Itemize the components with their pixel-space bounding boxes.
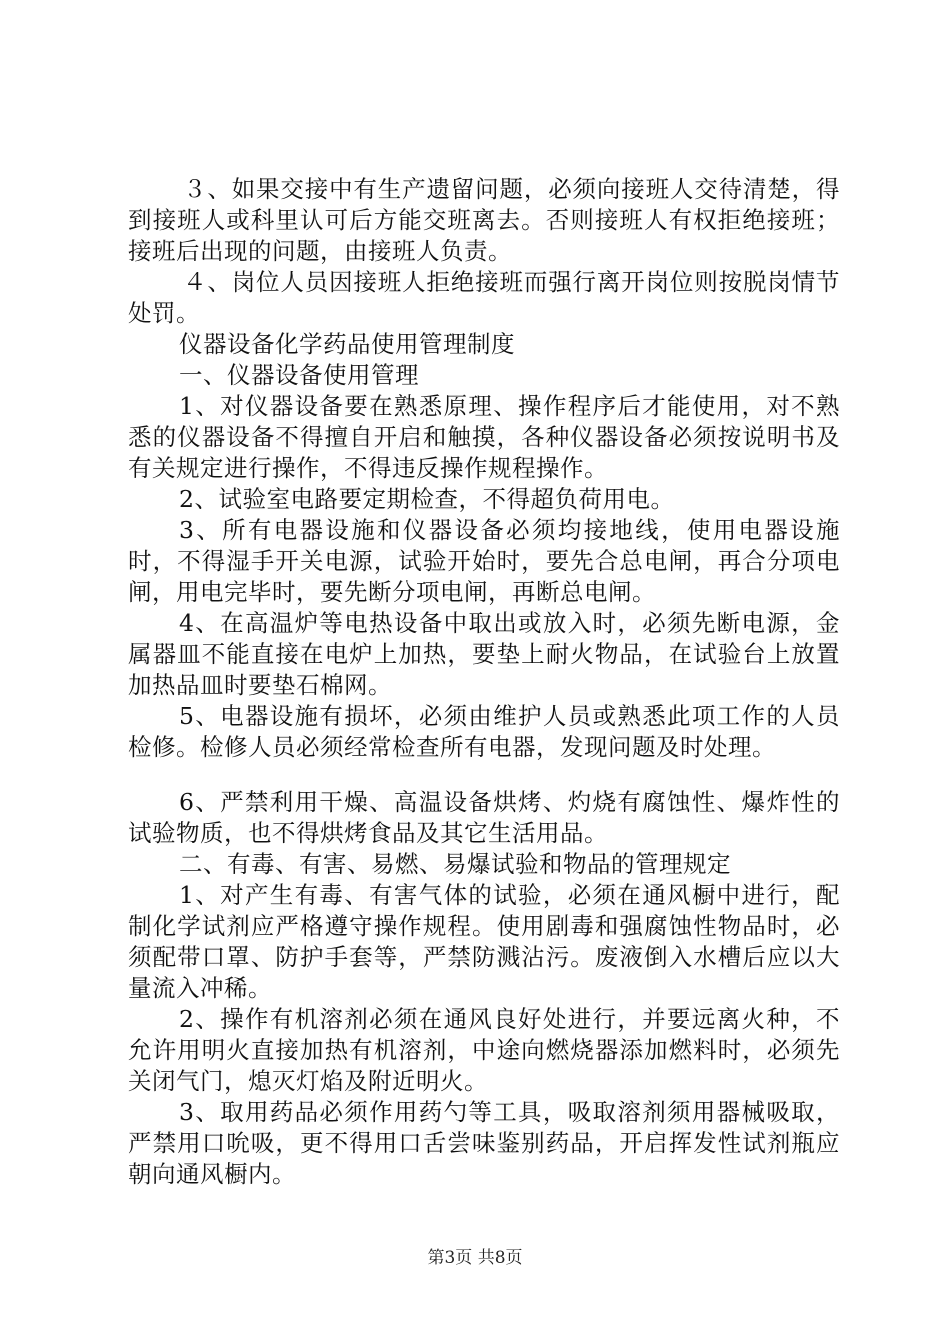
paragraph-equipment-item-4: 4、在高温炉等电热设备中取出或放入时，必须先断电源，金属器皿不能直接在电炉上加热，要垫上耐火物品，在试验台上放置加热品皿时要垫石棉网。	[128, 609, 840, 699]
paragraph-handover-item-4: ４、岗位人员因接班人拒绝接班而强行离开岗位则按脱岗情节处罚。	[128, 268, 840, 327]
paragraph-gap	[128, 763, 840, 787]
paragraph-handover-item-3: ３、如果交接中有生产遗留问题，必须向接班人交待清楚，得到接班人或科里认可后方能交班离去。否则接班人有权拒绝接班；接班后出现的问题，由接班人负责。	[128, 175, 840, 265]
paragraph-hazardous-item-3: 3、取用药品必须作用药勺等工具，吸取溶剂须用器械吸取，严禁用口吮吸，更不得用口舌尝味鉴别药品，开启挥发性试剂瓶应朝向通风橱内。	[128, 1098, 840, 1188]
paragraph-hazardous-item-2: 2、操作有机溶剂必须在通风良好处进行，并要远离火种，不允许用明火直接加热有机溶剂，中途向燃烧器添加燃料时，必须先关闭气门，熄灭灯焰及附近明火。	[128, 1005, 840, 1095]
paragraph-equipment-item-3: 3、所有电器设施和仪器设备必须均接地线，使用电器设施时，不得湿手开关电源，试验开始时，要先合总电闸，再合分项电闸，用电完毕时，要先断分项电闸，再断总电闸。	[128, 516, 840, 606]
paragraph-equipment-item-5: 5、电器设施有损坏，必须由维护人员或熟悉此项工作的人员检修。检修人员必须经常检查所有电器，发现问题及时处理。	[128, 702, 840, 761]
paragraph-equipment-item-2: 2、试验室电路要定期检查，不得超负荷用电。	[179, 485, 675, 513]
subsection-heading-equipment: 一、仪器设备使用管理	[179, 361, 419, 389]
subsection-heading-hazardous: 二、有毒、有害、易燃、易爆试验和物品的管理规定	[179, 850, 731, 878]
paragraph-equipment-item-1: 1、对仪器设备要在熟悉原理、操作程序后才能使用，对不熟悉的仪器设备不得擅自开启和触摸，各种仪器设备必须按说明书及有关规定进行操作，不得违反操作规程操作。	[128, 392, 840, 482]
paragraph-hazardous-item-1: 1、对产生有毒、有害气体的试验，必须在通风橱中进行，配制化学试剂应严格遵守操作规程。使用剧毒和强腐蚀性物品时，必须配带口罩、防护手套等，严禁防溅沾污。废液倒入水槽后应以大量流入冲稀。	[128, 881, 840, 1002]
page-number-footer: 第3页 共8页	[427, 1248, 523, 1268]
section-title: 仪器设备化学药品使用管理制度	[179, 330, 515, 358]
document-body	[128, 174, 840, 1190]
paragraph-equipment-item-6: 6、严禁利用干燥、高温设备烘烤、灼烧有腐蚀性、爆炸性的试验物质，也不得烘烤食品及其它生活用品。	[128, 788, 840, 847]
